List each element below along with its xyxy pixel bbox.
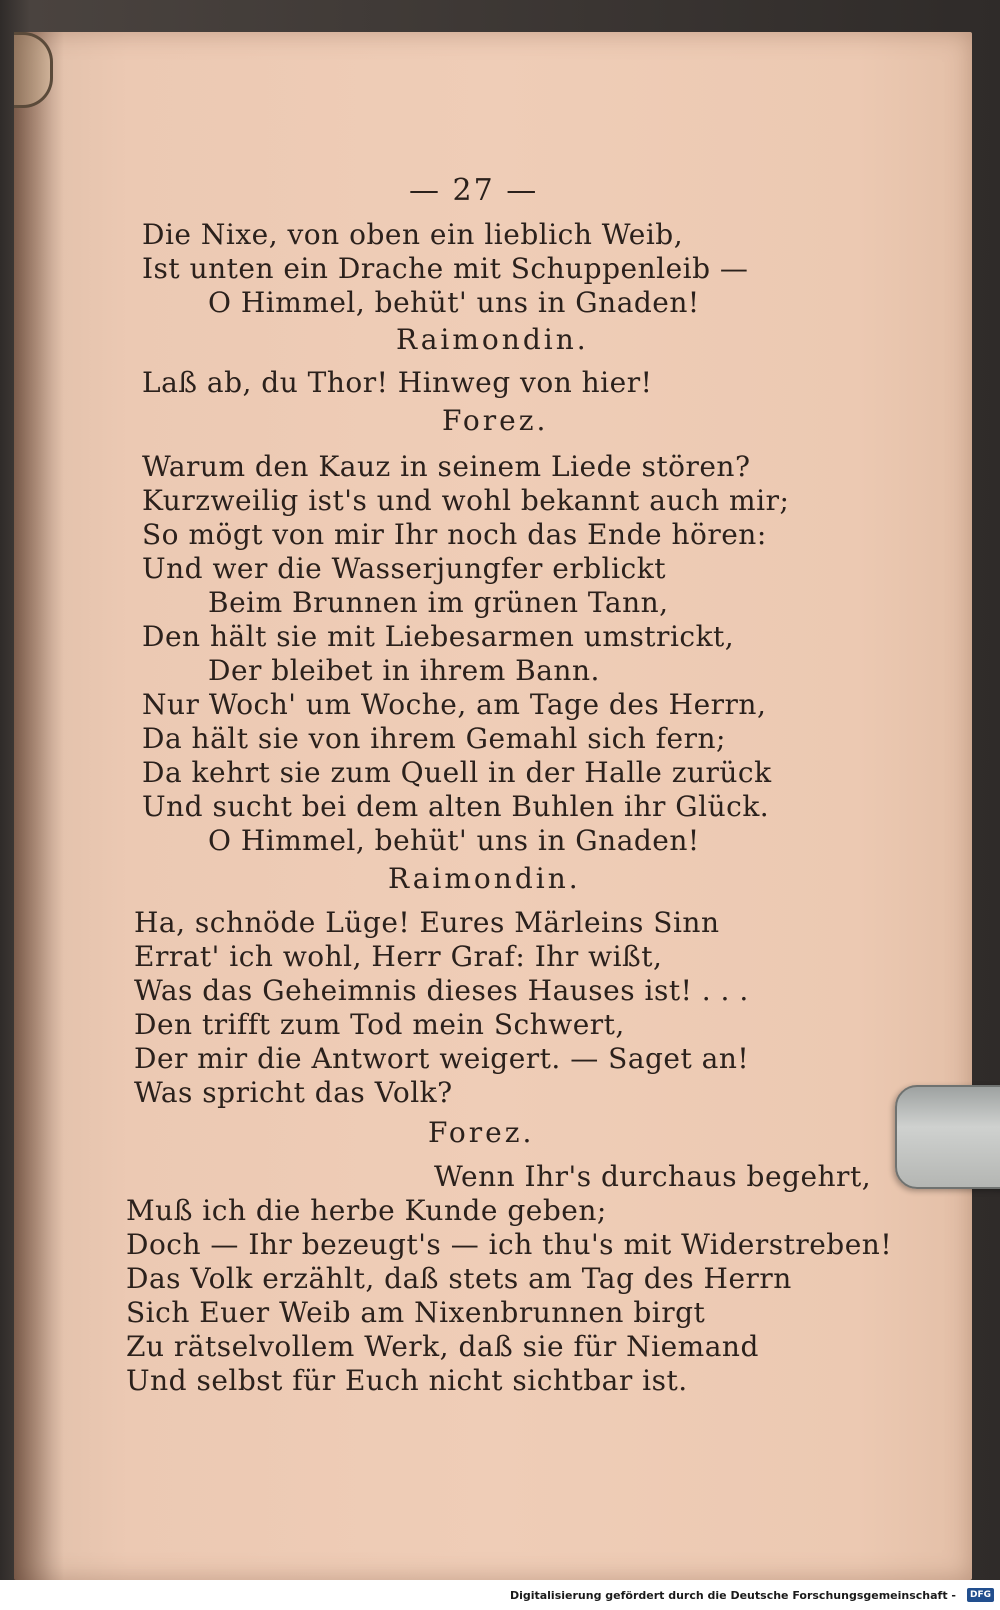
verse-line: Laß ab, du Thor! Hinweg von hier! xyxy=(142,366,653,399)
verse-line: Doch — Ihr bezeugt's — ich thu's mit Widerstreben! xyxy=(126,1228,893,1261)
verse-line: Nur Woch' um Woche, am Tage des Herrn, xyxy=(142,688,767,721)
speaker-name: Raimondin. xyxy=(388,862,581,895)
verse-line: Den hält sie mit Liebesarmen umstrickt, xyxy=(142,620,735,653)
verse-line: Zu rätselvollem Werk, daß sie für Niemand xyxy=(126,1330,759,1363)
verse-line: Warum den Kauz in seinem Liede stören? xyxy=(142,450,751,483)
verse-line: Den trifft zum Tod mein Schwert, xyxy=(134,1008,625,1041)
page-number: — 27 — xyxy=(409,173,539,208)
footer-credit: Digitalisierung gefördert durch die Deutsche Forschungsgemeinschaft - xyxy=(509,1589,956,1602)
verse-line: Was das Geheimnis dieses Hauses ist! . . . xyxy=(134,974,749,1007)
verse-line: Wenn Ihr's durchaus begehrt, xyxy=(434,1160,872,1193)
verse-line: Und sucht bei dem alten Buhlen ihr Glück. xyxy=(142,790,770,823)
verse-line: Ist unten ein Drache mit Schuppenleib — xyxy=(142,252,749,285)
verse-line: O Himmel, behüt' uns in Gnaden! xyxy=(208,286,700,319)
verse-line: Und wer die Wasserjungfer erblickt xyxy=(142,552,666,585)
verse-line: Kurzweilig ist's und wohl bekannt auch mir; xyxy=(142,484,790,517)
speaker-name: Raimondin. xyxy=(396,323,589,356)
dfg-logo: DFG xyxy=(967,1588,994,1602)
verse-line: Sich Euer Weib am Nixenbrunnen birgt xyxy=(126,1296,706,1329)
verse-line: Ha, schnöde Lüge! Eures Märleins Sinn xyxy=(134,906,720,939)
digitization-footer xyxy=(0,1580,1000,1610)
verse-line: Das Volk erzählt, daß stets am Tag des Herrn xyxy=(126,1262,792,1295)
verse-line: Die Nixe, von oben ein lieblich Weib, xyxy=(142,218,684,251)
binding-shadow xyxy=(14,32,64,1580)
verse-line: Beim Brunnen im grünen Tann, xyxy=(208,586,669,619)
book-page xyxy=(14,32,972,1580)
verse-line: Da kehrt sie zum Quell in der Halle zurück xyxy=(142,756,772,789)
verse-line: Und selbst für Euch nicht sichtbar ist. xyxy=(126,1364,688,1397)
verse-line: Errat' ich wohl, Herr Graf: Ihr wißt, xyxy=(134,940,663,973)
page-marker-tab xyxy=(895,1085,1000,1189)
verse-line: Muß ich die herbe Kunde geben; xyxy=(126,1194,607,1227)
speaker-name: Forez. xyxy=(442,404,549,437)
speaker-name: Forez. xyxy=(428,1116,535,1149)
verse-line: O Himmel, behüt' uns in Gnaden! xyxy=(208,824,700,857)
verse-line: So mögt von mir Ihr noch das Ende hören: xyxy=(142,518,767,551)
verse-line: Was spricht das Volk? xyxy=(134,1076,453,1109)
verse-line: Der mir die Antwort weigert. — Saget an! xyxy=(134,1042,750,1075)
verse-line: Da hält sie von ihrem Gemahl sich fern; xyxy=(142,722,726,755)
verse-line: Der bleibet in ihrem Bann. xyxy=(208,654,600,687)
